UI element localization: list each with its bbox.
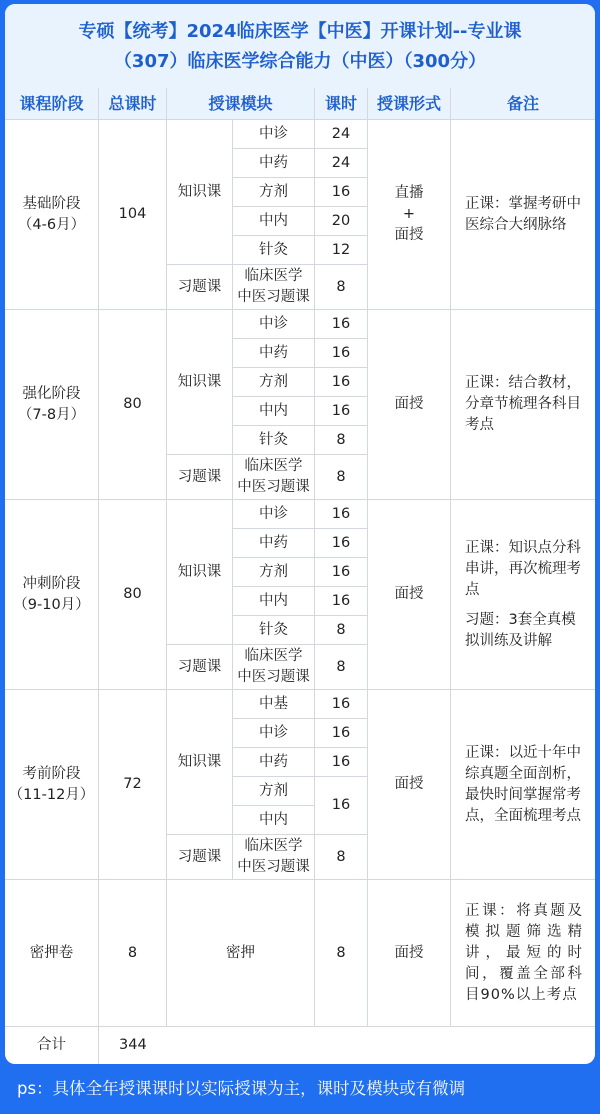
subject-name: 方剂: [233, 777, 315, 806]
stage-name: [18, 194, 85, 236]
form-line-3: 面授: [394, 227, 424, 243]
stage-name: [13, 574, 89, 616]
column-header: 课时: [315, 88, 368, 120]
form-line-1: 直播: [394, 185, 424, 201]
stage-name-cell: [5, 310, 99, 500]
stage-title: 考前阶段: [22, 765, 81, 782]
subject-name: 中药: [233, 339, 315, 368]
subject-hours: 16: [315, 397, 368, 426]
title-line-1: 专硕【统考】2024临床医学【中医】开课计划--专业课: [78, 21, 522, 42]
stage-period: （4-6月）: [17, 216, 86, 233]
stage-total-hours: 80: [99, 310, 167, 500]
course-plan-card: [5, 4, 595, 1064]
secret-paper-form: 面授: [368, 880, 451, 1027]
footer-note: ps：具体全年授课课时以实际授课为主，课时及模块或有微调: [17, 1079, 466, 1098]
exercise-course-name: [233, 265, 315, 310]
stage-period: （7-8月）: [17, 406, 86, 423]
subject-hours: 16: [315, 719, 368, 748]
exercise-course-name: [233, 835, 315, 880]
subject-hours: 16: [315, 368, 368, 397]
exercise-course-label: 习题课: [167, 265, 233, 310]
column-header: 授课模块: [167, 88, 315, 120]
stage-note: [451, 690, 595, 880]
exercise-line-1: 临床医学: [244, 838, 303, 854]
note-text: [465, 373, 583, 436]
exercise-course-hours: 8: [315, 645, 368, 690]
exercise-line-2: 中医习题课: [237, 859, 310, 875]
subject-name: 中基: [233, 690, 315, 719]
subject-name: 针灸: [233, 236, 315, 265]
subject-hours: 16: [315, 310, 368, 339]
column-header: 授课形式: [368, 88, 451, 120]
column-header: 总课时: [99, 88, 167, 120]
subject-name: 中药: [233, 748, 315, 777]
stage-period: （11-12月）: [8, 786, 95, 803]
subject-name: 中诊: [233, 719, 315, 748]
stage-note: [451, 120, 595, 310]
subject-hours: 16: [315, 178, 368, 207]
total-label: 合计: [5, 1027, 99, 1064]
exercise-line-2: 中医习题课: [237, 289, 310, 305]
knowledge-course-label: 知识课: [167, 690, 233, 835]
subject-hours: 16: [315, 587, 368, 616]
note-text: [465, 194, 583, 236]
subject-hours: 12: [315, 236, 368, 265]
stage-title: 基础阶段: [22, 195, 81, 212]
note-paragraph: 正课：知识点分科串讲，再次梳理考点: [465, 539, 581, 598]
stage-name-cell: [5, 690, 99, 880]
note-paragraph: 正课：以近十年中综真题全面剖析，最快时间掌握常考点，全面梳理考点: [465, 744, 581, 824]
subject-name: 中诊: [233, 310, 315, 339]
total-value: 344: [119, 1037, 147, 1053]
stage-total-hours: 80: [99, 500, 167, 690]
secret-note-text: 正课：将真题及模拟题筛选精讲，最短的时间，覆盖全部科目90%以上考点: [465, 902, 583, 1003]
secret-paper-note: [451, 880, 595, 1027]
subject-hours: 16: [315, 748, 368, 777]
knowledge-course-label: 知识课: [167, 120, 233, 265]
subject-name: 中诊: [233, 120, 315, 149]
exercise-line-1: 临床医学: [244, 268, 303, 284]
stage-total-hours: 72: [99, 690, 167, 880]
subject-hours: 16: [315, 529, 368, 558]
exercise-line-2: 中医习题课: [237, 669, 310, 685]
exercise-course-hours: 8: [315, 265, 368, 310]
exercise-course-text: [237, 266, 310, 308]
exercise-line-2: 中医习题课: [237, 479, 310, 495]
note-text: [465, 743, 583, 827]
stage-period: （9-10月）: [13, 596, 90, 613]
subject-name: 中药: [233, 149, 315, 178]
subject-name: 中药: [233, 529, 315, 558]
exercise-course-name: [233, 455, 315, 500]
exercise-course-hours: 8: [315, 835, 368, 880]
secret-paper-module: 密押: [167, 880, 315, 1027]
stage-total-hours: 104: [99, 120, 167, 310]
secret-paper-name: 密押卷: [5, 880, 99, 1027]
secret-paper-hours: 8: [315, 880, 368, 1027]
subject-hours: 8: [315, 426, 368, 455]
subject-hours: 20: [315, 207, 368, 236]
stage-note: [451, 500, 595, 690]
secret-paper-total: 8: [99, 880, 167, 1027]
stage-name-cell: [5, 120, 99, 310]
subject-hours: 16: [315, 558, 368, 587]
exercise-course-text: [237, 836, 310, 878]
subject-hours: 24: [315, 149, 368, 178]
knowledge-course-label: 知识课: [167, 310, 233, 455]
exercise-course-text: [237, 456, 310, 498]
exercise-course-label: 习题课: [167, 645, 233, 690]
subject-name: 针灸: [233, 616, 315, 645]
stage-name-cell: [5, 500, 99, 690]
stage-title: 强化阶段: [22, 385, 81, 402]
subject-name: 针灸: [233, 426, 315, 455]
subject-name: 中内: [233, 587, 315, 616]
subject-name: 中内: [233, 207, 315, 236]
column-header: 课程阶段: [5, 88, 99, 120]
stage-note: [451, 310, 595, 500]
stage-name: [18, 384, 85, 426]
exercise-course-label: 习题课: [167, 835, 233, 880]
note-paragraph: 正课：掌握考研中医综合大纲脉络: [465, 195, 581, 233]
note-text: [465, 538, 583, 652]
subject-hours: 16: [315, 500, 368, 529]
teaching-form: 面授: [368, 500, 451, 690]
stage-name: [9, 764, 95, 806]
subject-hours: 16: [315, 777, 368, 835]
exercise-course-text: [237, 646, 310, 688]
stage-title: 冲刺阶段: [22, 575, 81, 592]
teaching-form: 面授: [368, 690, 451, 880]
exercise-course-name: [233, 645, 315, 690]
title-line-2: （307）临床医学综合能力（中医）（300分）: [113, 51, 487, 72]
subject-name: 中内: [233, 397, 315, 426]
subject-hours: 8: [315, 616, 368, 645]
column-header: 备注: [451, 88, 595, 120]
exercise-line-1: 临床医学: [244, 648, 303, 664]
exercise-line-1: 临床医学: [244, 458, 303, 474]
plan-title: [5, 4, 595, 88]
teaching-form: [368, 120, 451, 310]
subject-hours: 16: [315, 690, 368, 719]
note-paragraph: 正课：结合教材，分章节梳理各科目考点: [465, 375, 581, 433]
subject-hours: 24: [315, 120, 368, 149]
knowledge-course-label: 知识课: [167, 500, 233, 645]
subject-name: 方剂: [233, 178, 315, 207]
form-line-2: +: [402, 206, 416, 222]
subject-name: 方剂: [233, 558, 315, 587]
subject-hours: 16: [315, 339, 368, 368]
exercise-course-hours: 8: [315, 455, 368, 500]
note-paragraph: 习题：3套全真模拟训练及讲解: [465, 611, 576, 649]
subject-name: 方剂: [233, 368, 315, 397]
exercise-course-label: 习题课: [167, 455, 233, 500]
teaching-form-lines: [395, 183, 424, 246]
subject-name: 中内: [233, 806, 315, 835]
teaching-form: 面授: [368, 310, 451, 500]
subject-name: 中诊: [233, 500, 315, 529]
